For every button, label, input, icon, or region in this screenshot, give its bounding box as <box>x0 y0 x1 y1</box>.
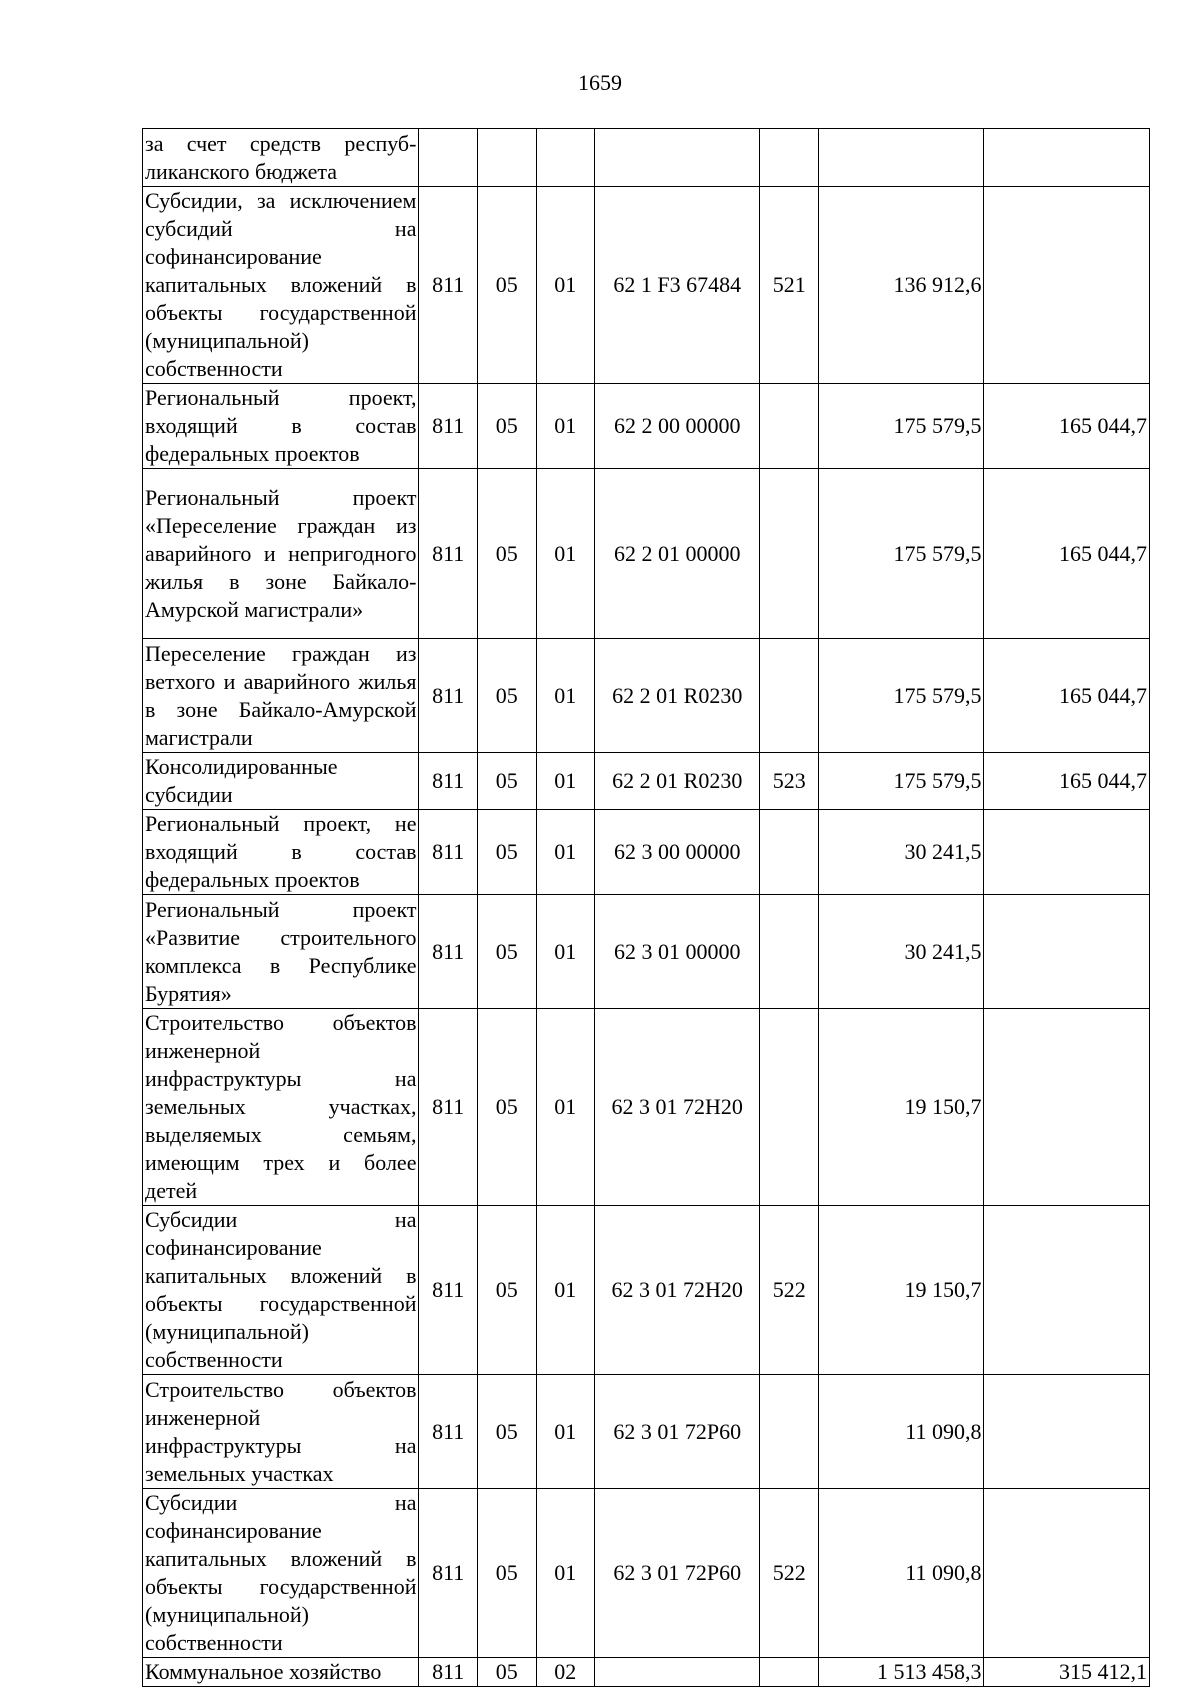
table-row <box>143 187 1150 384</box>
expense-type-code <box>760 384 819 469</box>
ministry-code: 811 <box>419 1658 478 1687</box>
target-code: 62 2 01 00000 <box>595 469 760 639</box>
table-row <box>143 1658 1150 1687</box>
amount-federal <box>984 187 1150 384</box>
amount-total: 19 150,7 <box>819 1009 984 1206</box>
section-code: 05 <box>477 1658 536 1687</box>
expense-type-code <box>760 895 819 1009</box>
row-name: Региональный проект «Переселение граждан из аварийного и непригодного жилья в зоне Байкало-Амурской магистрали» <box>143 469 419 639</box>
row-name: Субсидии на софинансирование капитальных вложений в объекты государственной (муниципальной) собственности <box>143 1489 419 1658</box>
amount-total: 175 579,5 <box>819 639 984 753</box>
amount-total: 175 579,5 <box>819 384 984 469</box>
subsection-code: 01 <box>536 1375 595 1489</box>
ministry-code <box>419 129 478 187</box>
target-code <box>595 129 760 187</box>
section-code: 05 <box>477 1009 536 1206</box>
table-row <box>143 895 1150 1009</box>
expense-type-code: 521 <box>760 187 819 384</box>
table-row <box>143 384 1150 469</box>
amount-total: 11 090,8 <box>819 1489 984 1658</box>
ministry-code: 811 <box>419 469 478 639</box>
target-code: 62 3 01 72Р60 <box>595 1375 760 1489</box>
ministry-code: 811 <box>419 753 478 810</box>
amount-federal <box>984 1206 1150 1375</box>
amount-federal <box>984 1375 1150 1489</box>
expense-type-code <box>760 129 819 187</box>
amount-federal: 165 044,7 <box>984 639 1150 753</box>
target-code: 62 2 01 R0230 <box>595 639 760 753</box>
amount-total: 175 579,5 <box>819 753 984 810</box>
section-code: 05 <box>477 753 536 810</box>
row-name: за счет средств респуб-ликанского бюджета <box>143 129 419 187</box>
section-code <box>477 129 536 187</box>
target-code: 62 3 01 72Н20 <box>595 1009 760 1206</box>
table-row <box>143 469 1150 639</box>
target-code: 62 2 01 R0230 <box>595 753 760 810</box>
row-name: Субсидии на софинансирование капитальных вложений в объекты государственной (муниципальной) собственности <box>143 1206 419 1375</box>
expense-type-code <box>760 810 819 895</box>
table-row <box>143 1009 1150 1206</box>
target-code: 62 3 01 00000 <box>595 895 760 1009</box>
amount-federal: 165 044,7 <box>984 753 1150 810</box>
section-code: 05 <box>477 1489 536 1658</box>
row-name: Переселение граждан из ветхого и аварийного жилья в зоне Байкало-Амурской магистрали <box>143 639 419 753</box>
amount-total: 30 241,5 <box>819 810 984 895</box>
amount-total: 1 513 458,3 <box>819 1658 984 1687</box>
expense-type-code <box>760 1375 819 1489</box>
subsection-code: 01 <box>536 1206 595 1375</box>
amount-federal <box>984 1489 1150 1658</box>
expense-type-code: 522 <box>760 1206 819 1375</box>
section-code: 05 <box>477 187 536 384</box>
amount-federal <box>984 895 1150 1009</box>
ministry-code: 811 <box>419 1489 478 1658</box>
amount-federal <box>984 1009 1150 1206</box>
target-code <box>595 1658 760 1687</box>
subsection-code: 01 <box>536 384 595 469</box>
target-code: 62 3 01 72Р60 <box>595 1489 760 1658</box>
table-row <box>143 1375 1150 1489</box>
subsection-code: 01 <box>536 639 595 753</box>
ministry-code: 811 <box>419 895 478 1009</box>
amount-federal <box>984 810 1150 895</box>
target-code: 62 1 F3 67484 <box>595 187 760 384</box>
table-row <box>143 810 1150 895</box>
amount-total: 136 912,6 <box>819 187 984 384</box>
subsection-code <box>536 129 595 187</box>
ministry-code: 811 <box>419 810 478 895</box>
table-row <box>143 129 1150 187</box>
subsection-code: 01 <box>536 469 595 639</box>
expense-type-code: 523 <box>760 753 819 810</box>
budget-table <box>142 128 1150 1687</box>
amount-federal <box>984 129 1150 187</box>
row-name: Субсидии, за исключением субсидий на софинансирование капитальных вложений в объекты государственной (муниципальной) собственности <box>143 187 419 384</box>
amount-total <box>819 129 984 187</box>
subsection-code: 01 <box>536 753 595 810</box>
row-name: Консолидированные субсидии <box>143 753 419 810</box>
target-code: 62 2 00 00000 <box>595 384 760 469</box>
subsection-code: 01 <box>536 810 595 895</box>
amount-total: 11 090,8 <box>819 1375 984 1489</box>
section-code: 05 <box>477 1206 536 1375</box>
expense-type-code <box>760 1658 819 1687</box>
amount-total: 19 150,7 <box>819 1206 984 1375</box>
section-code: 05 <box>477 810 536 895</box>
expense-type-code <box>760 639 819 753</box>
amount-federal: 165 044,7 <box>984 469 1150 639</box>
subsection-code: 01 <box>536 1009 595 1206</box>
row-name: Коммунальное хозяйство <box>143 1658 419 1687</box>
section-code: 05 <box>477 469 536 639</box>
ministry-code: 811 <box>419 1009 478 1206</box>
row-name: Строительство объектов инженерной инфраструктуры на земельных участках, выделяемых семьям, имеющим трех и более детей <box>143 1009 419 1206</box>
amount-total: 175 579,5 <box>819 469 984 639</box>
ministry-code: 811 <box>419 384 478 469</box>
target-code: 62 3 00 00000 <box>595 810 760 895</box>
table-row <box>143 753 1150 810</box>
expense-type-code: 522 <box>760 1489 819 1658</box>
expense-type-code <box>760 469 819 639</box>
row-name: Региональный проект «Развитие строительного комплекса в Республике Бурятия» <box>143 895 419 1009</box>
page-number: 1659 <box>578 70 622 95</box>
row-name: Строительство объектов инженерной инфраструктуры на земельных участках <box>143 1375 419 1489</box>
table-row <box>143 1489 1150 1658</box>
ministry-code: 811 <box>419 639 478 753</box>
subsection-code: 01 <box>536 187 595 384</box>
row-name: Региональный проект, не входящий в состав федеральных проектов <box>143 810 419 895</box>
section-code: 05 <box>477 895 536 1009</box>
section-code: 05 <box>477 1375 536 1489</box>
section-code: 05 <box>477 384 536 469</box>
target-code: 62 3 01 72Н20 <box>595 1206 760 1375</box>
amount-total: 30 241,5 <box>819 895 984 1009</box>
subsection-code: 02 <box>536 1658 595 1687</box>
subsection-code: 01 <box>536 1489 595 1658</box>
amount-federal: 165 044,7 <box>984 384 1150 469</box>
table-row <box>143 639 1150 753</box>
amount-federal: 315 412,1 <box>984 1658 1150 1687</box>
ministry-code: 811 <box>419 1375 478 1489</box>
row-name: Региональный проект, входящий в состав федеральных проектов <box>143 384 419 469</box>
expense-type-code <box>760 1009 819 1206</box>
section-code: 05 <box>477 639 536 753</box>
table-row <box>143 1206 1150 1375</box>
subsection-code: 01 <box>536 895 595 1009</box>
ministry-code: 811 <box>419 1206 478 1375</box>
ministry-code: 811 <box>419 187 478 384</box>
